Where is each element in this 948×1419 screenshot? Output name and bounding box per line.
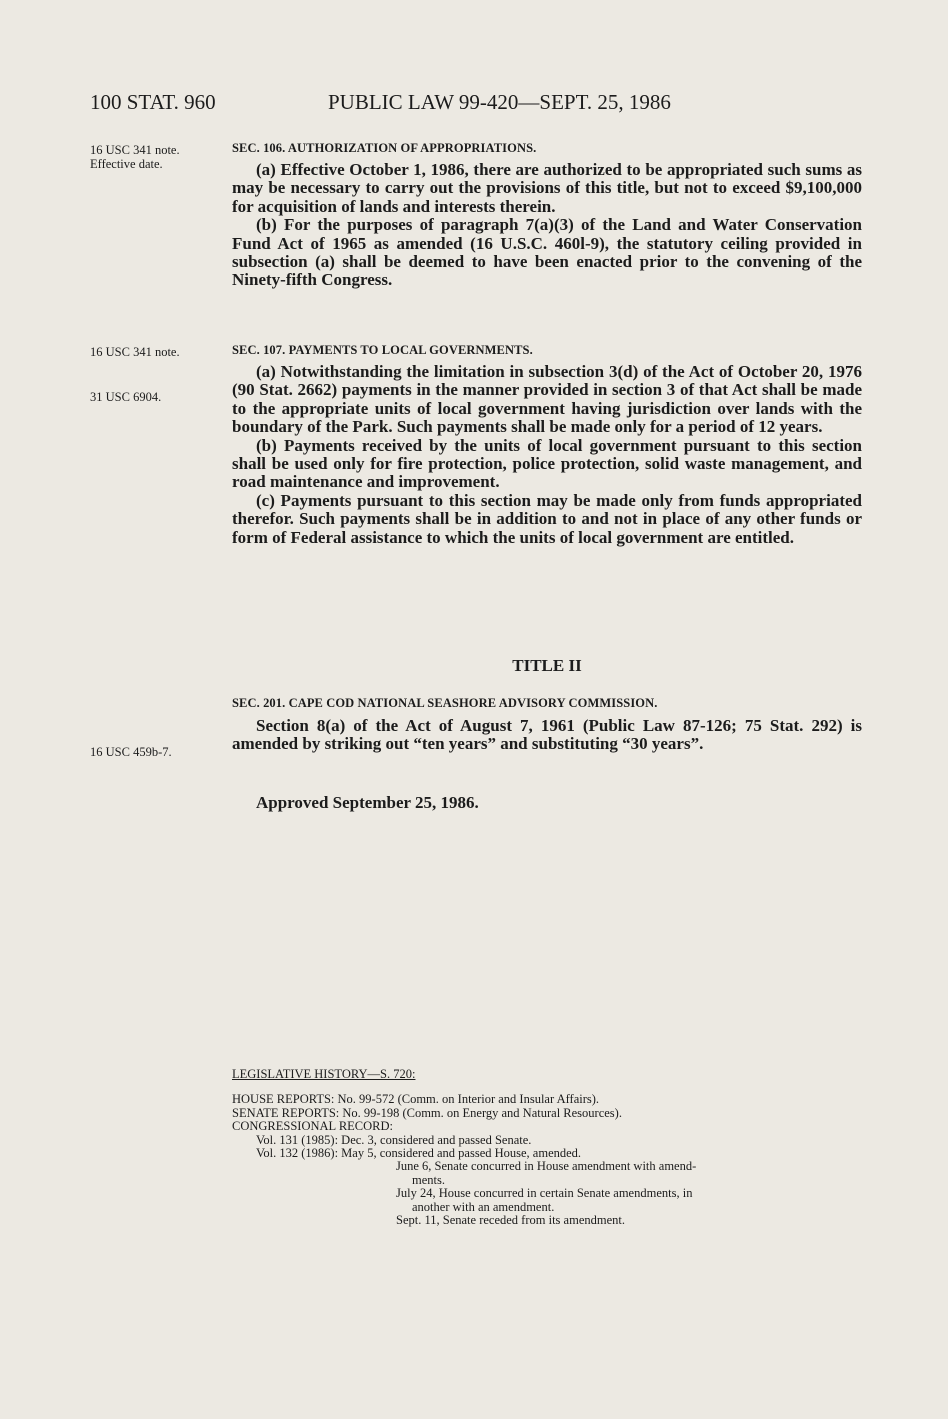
record-june-6-line2: ments. [412, 1172, 445, 1187]
section-107 [232, 343, 862, 547]
title-heading: TITLE II [512, 656, 582, 675]
section-heading: SEC. 107. PAYMENTS TO LOCAL GOVERNMENTS. [232, 343, 533, 357]
subsection-b: (b) For the purposes of paragraph 7(a)(3) of the Land and Water Conservation Fund Act of 1965 as amended (16 U.S.C. 460l-9), the statutory ceiling provided in subsection (a) shall be deemed to have been enacted prior to the convening of the Ninety-fifth Congress. [232, 215, 862, 290]
subsection-a: (a) Notwithstanding the limitation in subsection 3(d) of the Act of October 20, 1976 (90 Stat. 2662) payments in the manner provided in section 3 of that Act shall be made to the appropriate units of local government having jurisdiction over lands with the boundary of the Park. Such payments shall be made only for a period of 12 years. [232, 362, 862, 437]
margin-note-usc: 16 USC 341 note. [90, 143, 180, 157]
record-sept-11: Sept. 11, Senate receded from its amendment. [396, 1213, 625, 1228]
margin-note-sec106 [90, 143, 230, 171]
record-july-24-line2: another with an amendment. [412, 1199, 555, 1214]
legislative-history-heading: LEGISLATIVE HISTORY—S. 720: [232, 1067, 416, 1081]
record-june-6-line1: June 6, Senate concurred in House amendment with amend- [396, 1159, 697, 1174]
congressional-record-label: CONGRESSIONAL RECORD: [232, 1119, 394, 1134]
margin-note-sec201: 16 USC 459b-7. [90, 745, 172, 759]
section-heading: SEC. 106. AUTHORIZATION OF APPROPRIATIONS. [232, 141, 537, 155]
section-heading: SEC. 201. CAPE COD NATIONAL SEASHORE ADVISORY COMMISSION. [232, 696, 658, 710]
record-vol-132: Vol. 132 (1986): May 5, considered and passed House, amended. [256, 1146, 582, 1161]
section-201 [232, 696, 862, 754]
record-june-6 [232, 1160, 872, 1187]
margin-note-sec107a: 31 USC 6904. [90, 390, 162, 404]
section-106 [232, 141, 862, 290]
record-july-24-line1: July 24, House concurred in certain Senate amendments, in [396, 1186, 693, 1201]
subsection-c: (c) Payments pursuant to this section may be made only from funds appropriated therefor. Such payments shall be in addition to and not in place of any other funds or form of Federal assistance to which the units of local government are entitled. [232, 490, 862, 547]
subsection-a: (a) Effective October 1, 1986, there are authorized to be appropriated such sums as may be necessary to carry out the provisions of this title, but not to exceed $9,100,000 for acquisition of lands and interests therein. [232, 160, 862, 216]
legislative-history [232, 1068, 872, 1227]
margin-note-sec107: 16 USC 341 note. [90, 345, 180, 359]
section-text: Section 8(a) of the Act of August 7, 1961 (Public Law 87-126; 75 Stat. 292) is amended by striking out “ten years” and substituting “30 years”. [232, 716, 862, 754]
page-citation: 100 STAT. 960 [90, 90, 216, 114]
record-july-24 [232, 1187, 872, 1214]
margin-note-effective-date: Effective date. [90, 157, 163, 171]
house-reports: HOUSE REPORTS: No. 99-572 (Comm. on Interior and Insular Affairs). [232, 1092, 600, 1107]
subsection-b: (b) Payments received by the units of local government pursuant to this section shall be used only for fire protection, police protection, solid waste management, and road maintenance and improvement. [232, 435, 862, 492]
record-vol-131: Vol. 131 (1985): Dec. 3, considered and passed Senate. [256, 1132, 532, 1147]
page-title: PUBLIC LAW 99-420—SEPT. 25, 1986 [328, 90, 671, 114]
senate-reports: SENATE REPORTS: No. 99-198 (Comm. on Energy and Natural Resources). [232, 1105, 622, 1120]
approval-date: Approved September 25, 1986. [256, 793, 479, 812]
